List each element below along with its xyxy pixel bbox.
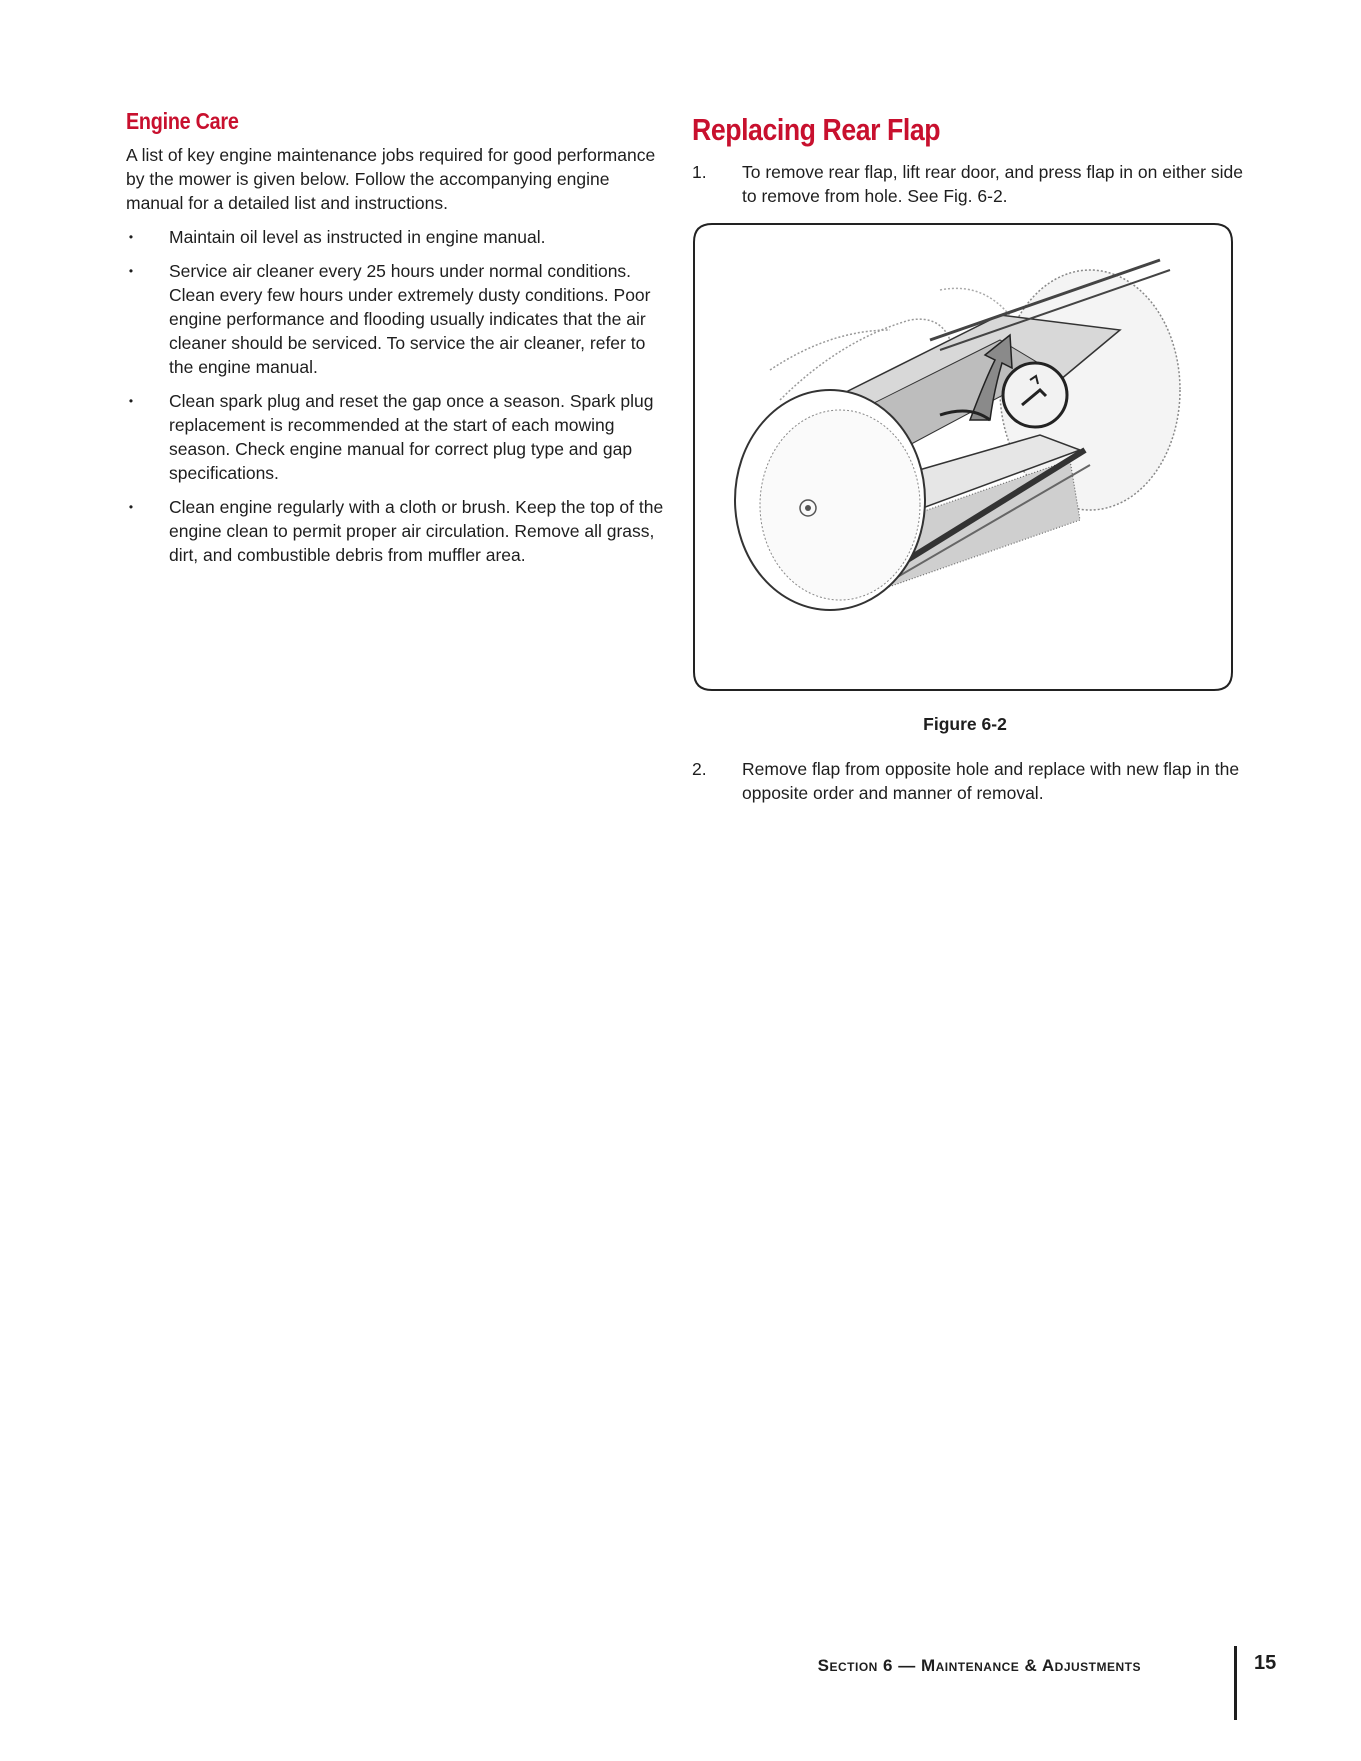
step-item [692, 160, 1252, 208]
page-number: 15 [1254, 1652, 1277, 1674]
left-column [126, 108, 666, 577]
list-item: • Maintain oil level as instructed in engine manual. [126, 225, 666, 249]
engine-care-list [126, 225, 666, 567]
list-item: • Service air cleaner every 25 hours under normal conditions. Clean every few hours under extremely dusty conditions. Poor engine performance and flooding usually indicates that the air cleaner should be serviced. To service the air cleaner, refer to the engine manual. [126, 259, 666, 379]
footer-section-title: Section 6 — Maintenance & Adjustments [817, 1656, 1141, 1675]
bullet-icon: • [128, 500, 134, 514]
replacing-rear-flap-heading: Replacing Rear Flap [692, 112, 941, 147]
step-item [692, 757, 1252, 805]
bullet-icon: • [128, 230, 134, 244]
steps-list-continued [692, 757, 1252, 805]
right-column [692, 108, 1252, 805]
figure-6-2-image [690, 220, 1236, 694]
engine-care-heading: Engine Care [126, 108, 239, 134]
list-item: • Clean spark plug and reset the gap once a season. Spark plug replacement is recommended at the start of each mowing season. Check engine manual for correct plug type and gap specifications. [126, 389, 666, 485]
step-number: 1. [692, 162, 707, 182]
step-text: To remove rear flap, lift rear door, and press flap in on either side to remove from hole. See Fig. 6-2. [742, 162, 1243, 206]
steps-list [692, 160, 1252, 208]
footer-divider [1234, 1646, 1237, 1720]
step-text: Remove flap from opposite hole and replace with new flap in the opposite order and manner of removal. [742, 759, 1240, 803]
engine-care-intro: A list of key engine maintenance jobs required for good performance by the mower is given below. Follow the accompanying engine manual for a detailed list and instructions. [126, 145, 656, 213]
step-number: 2. [692, 759, 707, 779]
mower-rear-flap-illustration [690, 220, 1236, 694]
figure-caption: Figure 6-2 [923, 714, 1007, 734]
bullet-icon: • [128, 394, 134, 408]
list-item: • Clean engine regularly with a cloth or brush. Keep the top of the engine clean to permit proper air circulation. Remove all grass, dirt, and combustible debris from muffler area. [126, 495, 666, 567]
bullet-icon: • [128, 264, 134, 278]
